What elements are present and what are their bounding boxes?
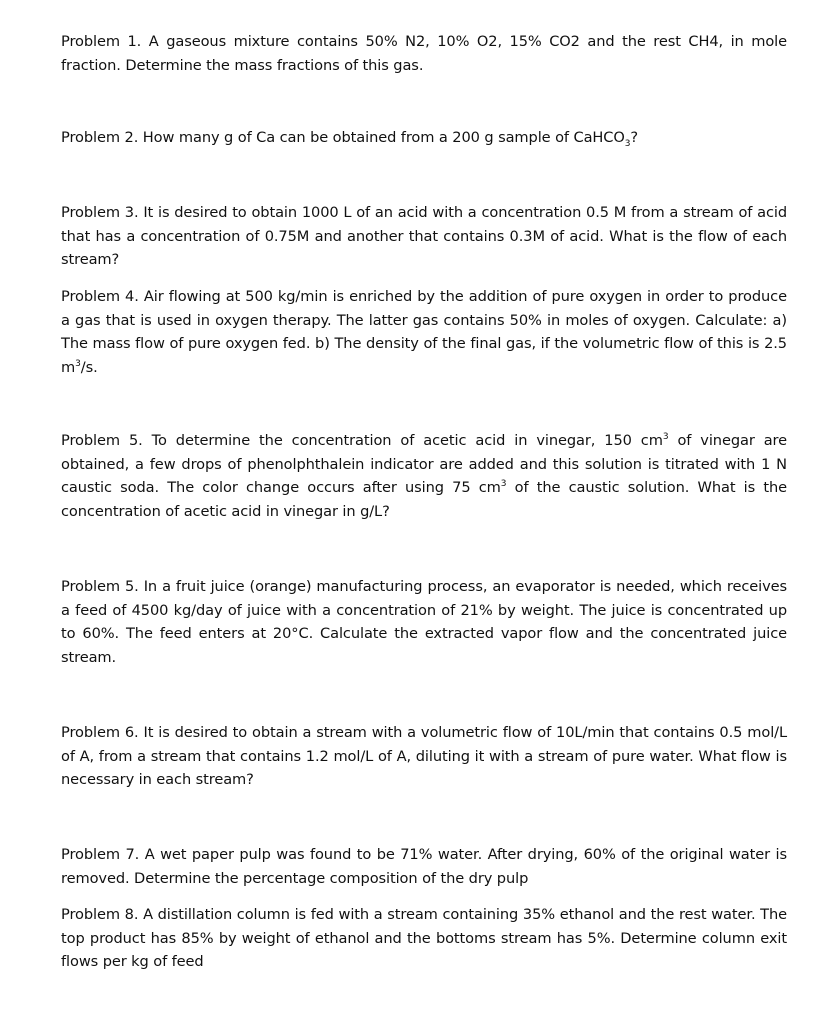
problem-6 — [61, 721, 787, 792]
problem-2 — [61, 126, 787, 150]
superscript: 3 — [500, 479, 507, 490]
problem-8 — [61, 903, 787, 974]
subscript: 3 — [624, 138, 631, 149]
problem-text: of the caustic solution. What is the concentration of acetic acid in vinegar in g/L? — [61, 479, 787, 520]
problem-text: To determine the concentration of acetic acid in vinegar, 150 cm — [151, 432, 663, 449]
problem-label: Problem 3. — [61, 204, 139, 221]
problem-label: Problem 5. — [61, 432, 143, 449]
problem-text: It is desired to obtain 1000 L of an acid with a concentration 0.5 M from a stream of acid that has a concentration of 0.75M and another that contains 0.3M of acid. What is the flow of each stream? — [61, 204, 788, 268]
problem-label: Problem 6. — [61, 724, 139, 741]
problem-text: How many g of Ca can be obtained from a 200 g sample of CaHCO — [142, 129, 625, 146]
problem-4 — [61, 285, 787, 379]
problem-label: Problem 7. — [61, 846, 140, 863]
problem-text: ? — [630, 129, 639, 146]
problem-text: It is desired to obtain a stream with a volumetric flow of 10L/min that contains 0.5 mol/L of A, from a stream that contains 1.2 mol/L of A, diluting it with a stream of pure water. What flow is necessary in each stream? — [61, 724, 787, 788]
problem-3 — [61, 201, 787, 272]
superscript: 3 — [662, 432, 669, 443]
problem-label: Problem 4. — [61, 288, 139, 305]
superscript: 3 — [75, 358, 81, 369]
problem-text: A gaseous mixture contains 50% N2, 10% O2, 15% CO2 and the rest CH4, in mole fraction. Determine the mass fractions of this gas. — [61, 33, 788, 74]
problem-text: A wet paper pulp was found to be 71% water. After drying, 60% of the original water is removed. Determine the percentage composition of the dry pulp — [61, 846, 787, 887]
problem-label: Problem 1. — [61, 33, 142, 50]
problem-label: Problem 2. — [61, 129, 139, 146]
problem-5-titration — [61, 429, 787, 523]
problem-text: A distillation column is fed with a stream containing 35% ethanol and the rest water. The top product has 85% by weight of ethanol and the bottoms stream has 5%. Determine column exit flows per kg of feed — [61, 906, 788, 970]
problem-label: Problem 5. — [61, 578, 139, 595]
problem-5-evaporator — [61, 575, 787, 669]
problem-text: Air flowing at 500 kg/min is enriched by the addition of pure oxygen in order to produce a gas that is used in oxygen therapy. The latter gas contains 50% in moles of oxygen. Calculate: a) The mass flow of pure oxygen fed. b) The density of the final gas, if the volumetric flow of this is 2.5 m — [61, 288, 787, 376]
problem-7 — [61, 843, 787, 890]
problem-label: Problem 8. — [61, 906, 139, 923]
problem-text: of vinegar are obtained, a few drops of phenolphthalein indicator are added and this solution is titrated with 1 N caustic soda. The color change occurs after using 75 cm — [61, 432, 788, 496]
problem-text: In a fruit juice (orange) manufacturing process, an evaporator is needed, which receives a feed of 4500 kg/day of juice with a concentration of 21% by weight. The juice is concentrated up to 60%. The feed enters at 20°C. Calculate the extracted vapor flow and the concentrated juice stream. — [61, 578, 787, 666]
problem-1 — [61, 30, 787, 77]
problem-text: /s. — [80, 358, 98, 376]
